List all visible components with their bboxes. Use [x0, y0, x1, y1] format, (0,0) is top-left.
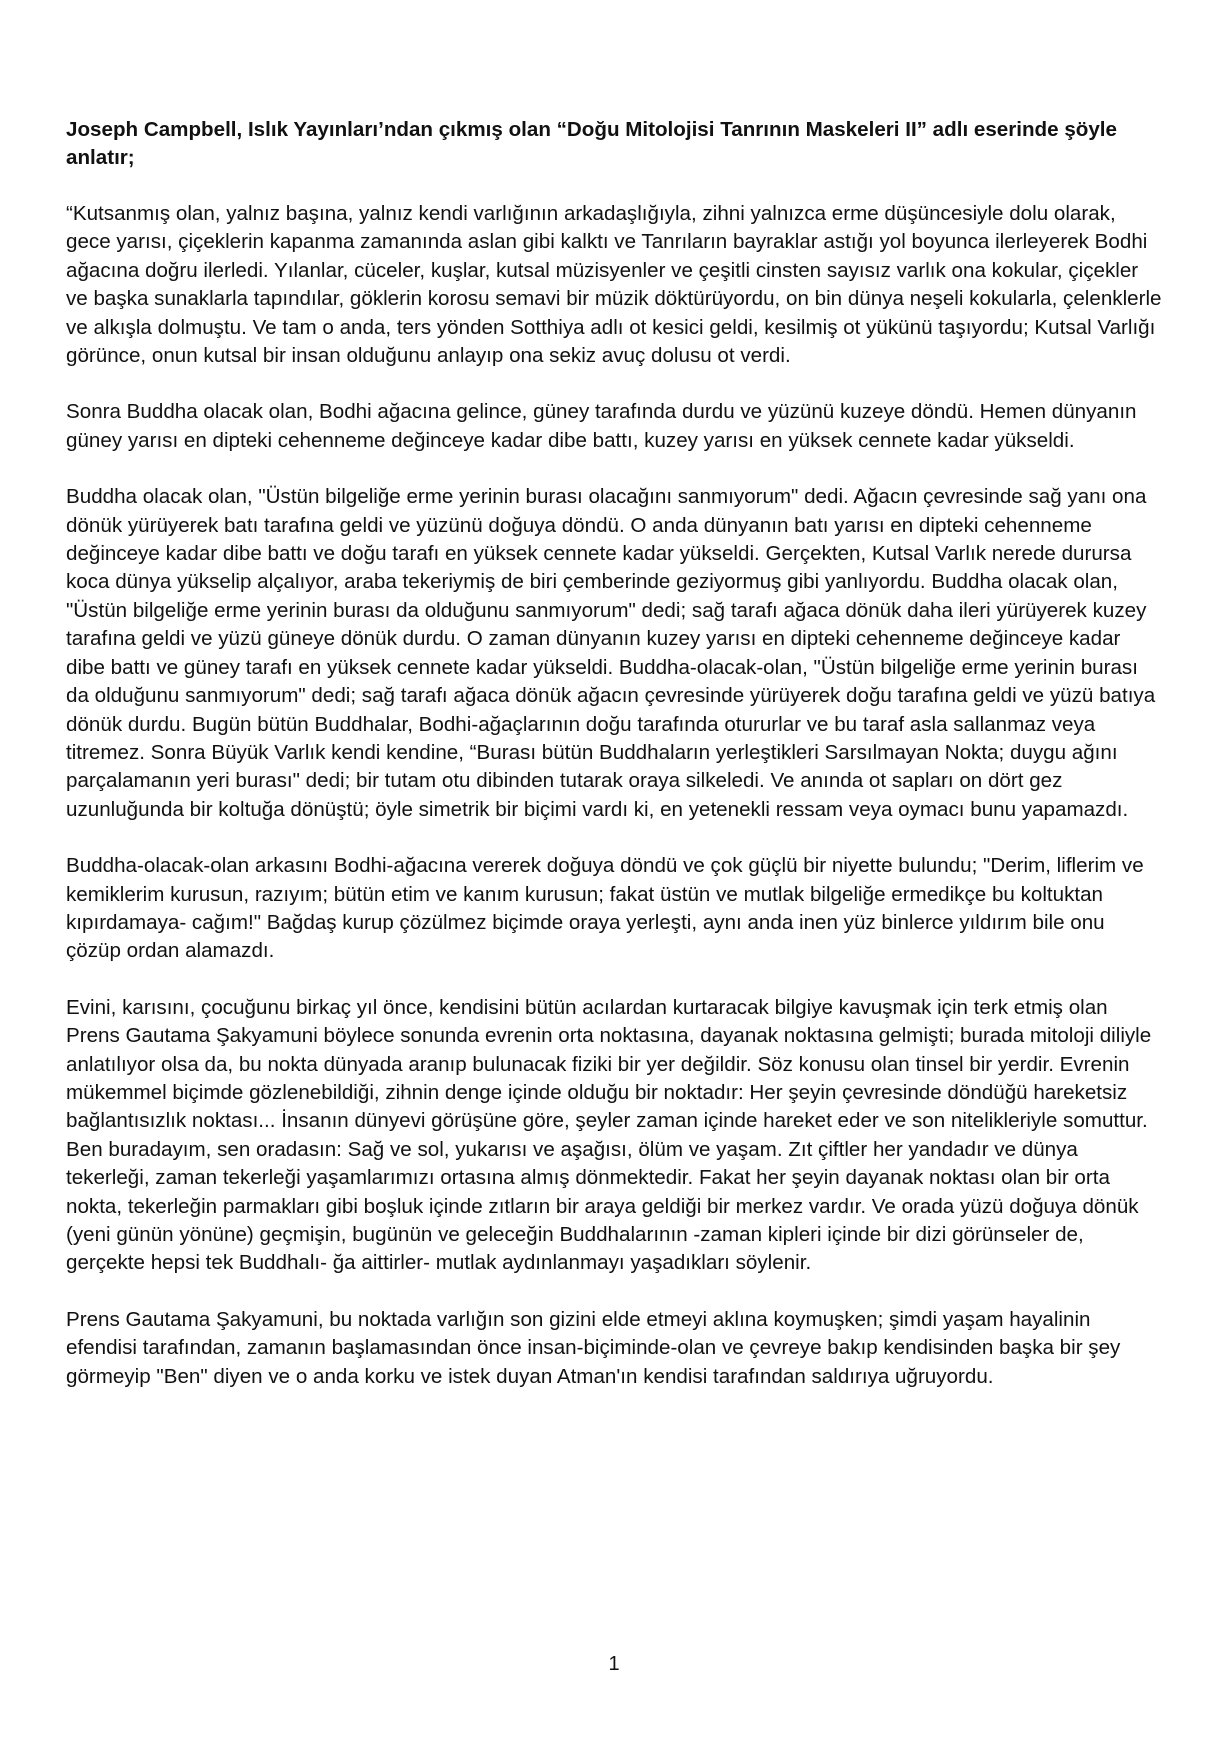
page-number: 1	[608, 1653, 620, 1675]
paragraph: Sonra Buddha olacak olan, Bodhi ağacına gelince, güney tarafında durdu ve yüzünü kuzeye döndü. Hemen dünyanın güney yarısı en dipteki cehenneme değinceye kadar dibe battı, kuzey yarısı en yüksek cennete kadar yükseldi.	[66, 400, 1137, 452]
paragraph: Prens Gautama Şakyamuni, bu noktada varlığın son gizini elde etmeyi aklına koymuşken; şimdi yaşam hayalinin efendisi tarafından, zamanın başlamasından önce insan-biçiminde-olan ve çevreye bakıp kendisinden başka bir şey görmeyip "Ben" diyen ve o anda korku ve istek duyan Atman'ın kendisi tarafından saldırıya uğruyordu.	[66, 1307, 1121, 1388]
paragraph: “Kutsanmış olan, yalnız başına, yalnız kendi varlığının arkadaşlığıyla, zihni yalnızca erme düşüncesiyle dolu olarak, gece yarısı, çiçeklerin kapanma zamanında aslan gibi kalktı ve Tanrıların bayraklar astığı yol boyunca ilerleyerek Bodhi ağacına doğru ilerledi. Yılanlar, cüceler, kuşlar, kutsal müzisyenler ve çeşitli cinsten sayısız varlık ona kokular, çiçekler ve başka sunaklarla tapındılar, göklerin korosu semavi bir müzik döktürüyordu, on bin dünya neşeli kokularla, çelenklerle ve alkışla dolmuştu. Ve tam o anda, ters yönden Sotthiya adlı ot kesici geldi, kesilmiş ot yükünü taşıyordu; Kutsal Varlığı görünce, onun kutsal bir insan olduğunu anlayıp ona sekiz avuç dolusu ot verdi.	[66, 202, 1162, 368]
document-heading: Joseph Campbell, Islık Yayınları’ndan çıkmış olan “Doğu Mitolojisi Tanrının Maskeleri II” adlı eserinde şöyle anlatır;	[66, 118, 1117, 169]
paragraph: Buddha olacak olan, "Üstün bilgeliğe erme yerinin burası olacağını sanmıyorum" dedi. Ağacın çevresinde sağ yanı ona dönük yürüyerek batı tarafına geldi ve yüzünü doğuya döndü. O anda dünyanın batı yarısı en dipteki cehenneme değinceye kadar dibe battı ve doğu tarafı en yüksek cennete kadar yükseldi. Gerçekten, Kutsal Varlık nerede durursa koca dünya yükselip alçalıyor, araba tekeriymiş de biri çemberinde geziyormuş gibi yanlıyordu. Buddha olacak olan, "Üstün bilgeliğe erme yerinin burası da olduğunu sanmıyorum" dedi; sağ tarafı ağaca dönük daha ileri yürüyerek kuzey tarafına geldi ve yüzü güneye dönük durdu. O zaman dünyanın kuzey yarısı en dipteki cehenneme değinceye kadar dibe battı ve güney tarafı en yüksek cennete kadar yükseldi. Buddha-olacak-olan, "Üstün bilgeliğe erme yerinin burası da olduğunu sanmıyorum" dedi; sağ tarafı ağaca dönük ağacın çevresinde yürüyerek doğu tarafına geldi ve yüzü batıya dönük durdu. Bugün bütün Buddhalar, Bodhi-ağaçlarının doğu tarafında otururlar ve bu taraf asla sallanmaz veya titremez. Sonra Büyük Varlık kendi kendine, “Burası bütün Buddhaların yerleştikleri Sarsılmayan Nokta; duygu ağını parçalamanın yeri burası" dedi; bir tutam otu dibinden tutarak oraya silkeledi. Ve anında ot sapları on dört gez uzunluğunda bir koltuğa dönüştü; öyle simetrik bir biçimi vardı ki, en yetenekli ressam veya oymacı bunu yapamazdı.	[66, 485, 1156, 821]
paragraph: Evini, karısını, çocuğunu birkaç yıl önce, kendisini bütün acılardan kurtaracak bilgiye kavuşmak için terk etmiş olan Prens Gautama Şakyamuni böylece sonunda evrenin orta noktasına, dayanak noktasına gelmişti; burada mitoloji diliyle anlatılıyor olsa da, bu nokta dünyada aranıp bulunacak fiziki bir yer değildir. Söz konusu olan tinsel bir yerdir. Evrenin mükemmel biçimde gözlenebildiği, zihnin denge içinde olduğu bir noktadır: Her şeyin çevresinde döndüğü hareketsiz bağlantısızlık noktası... İnsanın dünyevi görüşüne göre, şeyler zaman içinde hareket eder ve son nitelikleriyle somuttur. Ben buradayım, sen oradasın: Sağ ve sol, yukarısı ve aşağısı, ölüm ve yaşam. Zıt çiftler her yandadır ve dünya tekerleği, zaman tekerleği yaşamlarımızı ortasına almış dönmektedir. Fakat her şeyin dayanak noktası olan bir orta nokta, tekerleğin parmakları gibi boşluk içinde zıtların bir araya geldiği bir merkez vardır. Ve orada yüzü doğuya dönük (yeni günün yönüne) geçmişin, bugünün ve geleceğin Buddhalarının -zaman kipleri içinde bir dizi görünseler de, gerçekte hepsi tek Buddhalı- ğa aittirler- mutlak aydınlanmayı yaşadıkları söylenir.	[66, 995, 1152, 1275]
paragraph: Buddha-olacak-olan arkasını Bodhi-ağacına vererek doğuya döndü ve çok güçlü bir niyette bulundu; "Derim, liflerim ve kemiklerim kurusun, razıyım; bütün etim ve kanım kurusun; fakat üstün ve mutlak bilgeliğe ermedikçe bu koltuktan kıpırdamaya- cağım!" Bağdaş kurup çözülmez biçimde oraya yerleşti, aynı anda inen yüz binlerce yıldırım bile onu çözüp ordan alamazdı.	[66, 854, 1144, 963]
